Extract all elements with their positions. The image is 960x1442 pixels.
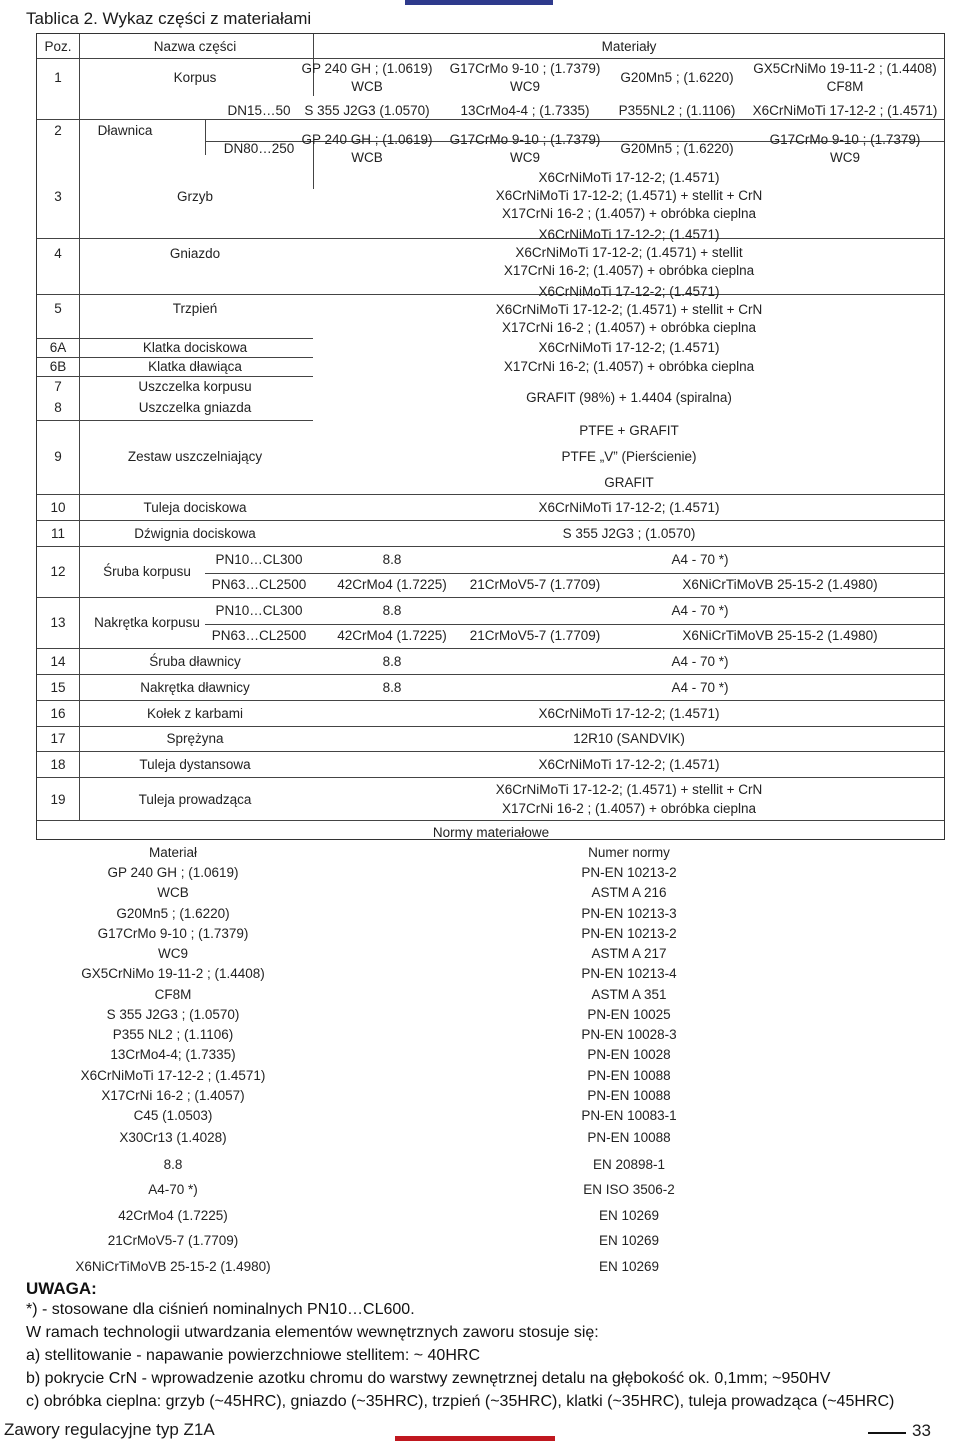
norm-number: EN 10269 xyxy=(598,1259,660,1274)
row-8-name: Uszczelka gniazda xyxy=(138,400,252,415)
row-divider xyxy=(37,700,944,701)
cell: X17CrNi 16-2 ; (1.4057) + obróbka cieplna xyxy=(501,206,757,221)
footer-accent-bar xyxy=(395,1436,555,1441)
cell: G17CrMo 9-10 ; (1.7379) xyxy=(449,61,601,76)
cell: 21CrMoV5-7 (1.7709) xyxy=(469,577,601,592)
row-10-poz: 10 xyxy=(50,500,66,515)
cell: PN63…CL2500 xyxy=(211,628,307,643)
row-14-poz: 14 xyxy=(50,654,66,669)
row-11-poz: 11 xyxy=(50,526,66,541)
row-14-name: Śruba dławnicy xyxy=(149,654,241,669)
cell: X6CrNiMoTi 17-12-2; (1.4571) + stellit + CrN xyxy=(495,302,763,317)
cell: GRAFIT xyxy=(604,475,654,490)
cell: X6CrNiMoTi 17-12-2 ; (1.4571) xyxy=(752,103,938,118)
cell: WC9 xyxy=(510,150,540,165)
row-divider xyxy=(37,294,944,295)
row-3-poz: 3 xyxy=(54,189,62,204)
norm-number: PN-EN 10083-1 xyxy=(581,1108,677,1123)
page-title: Tablica 2. Wykaz części z materiałami xyxy=(26,9,312,28)
norm-material: 13CrMo4-4; (1.7335) xyxy=(110,1047,236,1062)
row-divider xyxy=(37,674,944,675)
row-19-name: Tuleja prowadząca xyxy=(138,792,252,807)
cell: PN63…CL2500 xyxy=(211,577,307,592)
note-2: W ramach technologii utwardzania elementów wewnętrznych zaworu stosuje się: xyxy=(26,1324,599,1341)
cell: X6CrNiMoTi 17-12-2; (1.4571) xyxy=(538,500,720,515)
top-accent-bar xyxy=(405,0,553,5)
cell: G17CrMo 9-10 ; (1.7379) xyxy=(449,132,601,147)
cell: WC9 xyxy=(830,150,860,165)
cell: DN15…50 xyxy=(227,103,291,118)
norm-number: EN ISO 3506-2 xyxy=(583,1182,675,1197)
row-4-poz: 4 xyxy=(54,246,62,261)
row-16-poz: 16 xyxy=(50,706,66,721)
row-10-name: Tuleja dociskowa xyxy=(143,500,247,515)
cell: S 355 J2G3 (1.0570) xyxy=(304,103,430,118)
norm-number: PN-EN 10213-2 xyxy=(581,926,677,941)
row-3-name: Grzyb xyxy=(176,189,214,204)
norm-material: X17CrNi 16-2 ; (1.4057) xyxy=(101,1088,245,1103)
cell: GP 240 GH ; (1.0619) xyxy=(301,132,433,147)
cell: 8.8 xyxy=(382,654,402,669)
footer-title: Zawory regulacyjne typ Z1A xyxy=(4,1420,215,1439)
norm-material: GP 240 GH ; (1.0619) xyxy=(107,865,239,880)
cell: A4 - 70 *) xyxy=(671,603,729,618)
norm-material: G17CrMo 9-10 ; (1.7379) xyxy=(97,926,249,941)
cell: X17CrNi 16-2 ; (1.4057) + obróbka cieplna xyxy=(501,801,757,816)
cell: 21CrMoV5-7 (1.7709) xyxy=(469,628,601,643)
cell: G20Mn5 ; (1.6220) xyxy=(620,141,734,156)
cell: X6CrNiMoTi 17-12-2; (1.4571) xyxy=(538,284,720,299)
cell: CF8M xyxy=(826,79,864,94)
norm-material: X6NiCrTiMoVB 25-15-2 (1.4980) xyxy=(75,1259,271,1274)
norm-material: WC9 xyxy=(158,946,188,961)
cell: GRAFIT (98%) + 1.4404 (spiralna) xyxy=(526,390,732,405)
row-divider xyxy=(37,726,944,727)
norms-title: Normy materiałowe xyxy=(432,825,550,840)
norm-number: PN-EN 10025 xyxy=(587,1007,671,1022)
cell: X6CrNiMoTi 17-12-2; (1.4571) xyxy=(538,340,720,355)
cell: X6CrNiMoTi 17-12-2; (1.4571) xyxy=(538,170,720,185)
norm-number: PN-EN 10213-2 xyxy=(581,865,677,880)
parts-materials-table xyxy=(36,33,945,840)
row-12-name: Śruba korpusu xyxy=(103,564,191,579)
cell: PN10…CL300 xyxy=(215,552,303,567)
row-2-name: Dławnica xyxy=(97,123,153,138)
row-9-name: Zestaw uszczelniający xyxy=(127,449,263,464)
norm-material: CF8M xyxy=(154,987,192,1002)
cell: X6NiCrTiMoVB 25-15-2 (1.4980) xyxy=(682,628,878,643)
cell: DN80…250 xyxy=(223,141,295,156)
row-17-name: Sprężyna xyxy=(166,731,224,746)
cell: PN10…CL300 xyxy=(215,603,303,618)
cell: X17CrNi 16-2; (1.4057) + obróbka cieplna xyxy=(503,359,755,374)
row-13-poz: 13 xyxy=(50,615,66,630)
norm-material: 42CrMo4 (1.7225) xyxy=(118,1208,228,1223)
norm-number: ASTM A 351 xyxy=(591,987,667,1002)
row-divider xyxy=(37,546,944,547)
cell: A4 - 70 *) xyxy=(671,654,729,669)
row-1-name: Korpus xyxy=(173,70,217,85)
norm-number: EN 20898-1 xyxy=(592,1157,666,1172)
row-12-poz: 12 xyxy=(50,564,66,579)
cell: P355NL2 ; (1.1106) xyxy=(618,103,736,118)
cell: GX5CrNiMo 19-11-2 ; (1.4408) xyxy=(753,61,937,76)
cell: X6CrNiMoTi 17-12-2; (1.4571) + stellit xyxy=(515,245,743,260)
norm-number: ASTM A 217 xyxy=(591,946,667,961)
norm-number: PN-EN 10213-4 xyxy=(581,966,677,981)
row-16-name: Kołek z karbami xyxy=(146,706,244,721)
norm-material: X30Cr13 (1.4028) xyxy=(119,1130,227,1145)
cell: 13CrMo4-4 ; (1.7335) xyxy=(460,103,590,118)
norm-material: 21CrMoV5-7 (1.7709) xyxy=(107,1233,239,1248)
cell: X6NiCrTiMoVB 25-15-2 (1.4980) xyxy=(682,577,878,592)
cell: 42CrMo4 (1.7225) xyxy=(337,628,447,643)
row-6b-poz: 6B xyxy=(49,359,67,374)
row-4-name: Gniazdo xyxy=(169,246,221,261)
norm-number: EN 10269 xyxy=(598,1233,660,1248)
norm-material: WCB xyxy=(157,885,189,900)
col-divider xyxy=(313,34,314,58)
row-11-name: Dźwignia dociskowa xyxy=(134,526,256,541)
norm-material: G20Mn5 ; (1.6220) xyxy=(116,906,230,921)
header-name: Nazwa części xyxy=(153,39,237,54)
cell: WC9 xyxy=(510,79,540,94)
row-18-name: Tuleja dystansowa xyxy=(139,757,251,772)
cell: X17CrNi 16-2 ; (1.4057) + obróbka cieplna xyxy=(501,320,757,335)
page-number: 33 xyxy=(912,1421,931,1440)
row-2-poz: 2 xyxy=(54,123,62,138)
row-divider xyxy=(37,648,944,649)
cell: 42CrMo4 (1.7225) xyxy=(337,577,447,592)
cell: G17CrMo 9-10 ; (1.7379) xyxy=(769,132,921,147)
norm-material: GX5CrNiMo 19-11-2 ; (1.4408) xyxy=(81,966,265,981)
norm-number: PN-EN 10028 xyxy=(587,1047,671,1062)
note-c: c) obróbka cieplna: grzyb (~45HRC), gniazdo (~35HRC), trzpień (~35HRC), klatki (~35HRC), tuleja prowadząca (~45HRC) xyxy=(26,1393,895,1410)
cell: A4 - 70 *) xyxy=(671,680,729,695)
row-6a-name: Klatka dociskowa xyxy=(142,340,248,355)
row-divider xyxy=(37,751,944,752)
norm-number: PN-EN 10088 xyxy=(587,1088,671,1103)
cell: G20Mn5 ; (1.6220) xyxy=(620,70,734,85)
cell: WCB xyxy=(351,150,383,165)
norm-material: X6CrNiMoTi 17-12-2 ; (1.4571) xyxy=(80,1068,266,1083)
row-5-poz: 5 xyxy=(54,301,62,316)
row-divider xyxy=(37,520,944,521)
header-poz: Poz. xyxy=(44,39,72,54)
row-divider xyxy=(37,820,944,821)
cell: 8.8 xyxy=(382,680,402,695)
cell: PTFE + GRAFIT xyxy=(579,423,679,438)
cell: S 355 J2G3 ; (1.0570) xyxy=(562,526,696,541)
cell: X17CrNi 16-2; (1.4057) + obróbka cieplna xyxy=(503,263,755,278)
norm-number: PN-EN 10028-3 xyxy=(581,1027,677,1042)
note-1: *) - stosowane dla ciśnień nominalnych PN10…CL600. xyxy=(26,1301,415,1318)
row-13-name: Nakrętka korpusu xyxy=(94,615,200,630)
norms-col-number: Numer normy xyxy=(588,845,670,860)
cell: GP 240 GH ; (1.0619) xyxy=(301,61,433,76)
row-19-poz: 19 xyxy=(50,792,66,807)
row-1-poz: 1 xyxy=(54,70,62,85)
row-6b-name: Klatka dławiąca xyxy=(148,359,242,374)
row-18-poz: 18 xyxy=(50,757,66,772)
row-6a-poz: 6A xyxy=(49,340,67,355)
cell: X6CrNiMoTi 17-12-2; (1.4571) xyxy=(538,227,720,242)
norm-number: ASTM A 216 xyxy=(591,885,667,900)
norm-material: 8.8 xyxy=(163,1157,183,1172)
norm-number: PN-EN 10088 xyxy=(587,1068,671,1083)
row-divider xyxy=(37,597,944,598)
norm-number: EN 10269 xyxy=(598,1208,660,1223)
cell: X6CrNiMoTi 17-12-2; (1.4571) + stellit + CrN xyxy=(495,188,763,203)
cell: PTFE „V” (Pierścienie) xyxy=(561,449,697,464)
cell: A4 - 70 *) xyxy=(671,552,729,567)
row-divider xyxy=(205,624,944,625)
cell: 8.8 xyxy=(382,552,402,567)
norm-material: P355 NL2 ; (1.1106) xyxy=(112,1027,234,1042)
row-divider xyxy=(37,777,944,778)
note-a: a) stellitowanie - napawanie powierzchniowe stellitem: ~ 40HRC xyxy=(26,1347,480,1364)
row-divider xyxy=(37,494,944,495)
row-17-poz: 17 xyxy=(50,731,66,746)
row-15-name: Nakrętka dławnicy xyxy=(140,680,250,695)
norm-material: A4-70 *) xyxy=(148,1182,198,1197)
row-15-poz: 15 xyxy=(50,680,66,695)
norm-number: PN-EN 10088 xyxy=(587,1130,671,1145)
row-divider xyxy=(205,573,944,574)
cell: WCB xyxy=(351,79,383,94)
col-divider xyxy=(79,34,80,820)
row-5-name: Trzpień xyxy=(172,301,218,316)
row-9-poz: 9 xyxy=(54,449,62,464)
footer-rule xyxy=(868,1432,906,1434)
notes-heading: UWAGA: xyxy=(26,1279,97,1298)
norm-material: S 355 J2G3 ; (1.0570) xyxy=(106,1007,240,1022)
cell: X6CrNiMoTi 17-12-2; (1.4571) xyxy=(538,757,720,772)
row-8-poz: 8 xyxy=(54,400,62,415)
row-7-name: Uszczelka korpusu xyxy=(138,379,252,394)
header-materials: Materiały xyxy=(601,39,657,54)
norm-number: PN-EN 10213-3 xyxy=(581,906,677,921)
cell: X6CrNiMoTi 17-12-2; (1.4571) + stellit + CrN xyxy=(495,782,763,797)
col-divider xyxy=(205,119,206,155)
cell: X6CrNiMoTi 17-12-2; (1.4571) xyxy=(538,706,720,721)
row-divider xyxy=(37,238,944,239)
cell: 8.8 xyxy=(382,603,402,618)
norm-material: C45 (1.0503) xyxy=(133,1108,213,1123)
note-b: b) pokrycie CrN - wprowadzenie azotku chromu do warstwy zewnętrznej detalu na głębokość ok. 0,1mm; ~950HV xyxy=(26,1370,831,1387)
row-7-poz: 7 xyxy=(54,379,62,394)
cell: 12R10 (SANDVIK) xyxy=(573,731,685,746)
norms-col-material: Materiał xyxy=(148,845,198,860)
